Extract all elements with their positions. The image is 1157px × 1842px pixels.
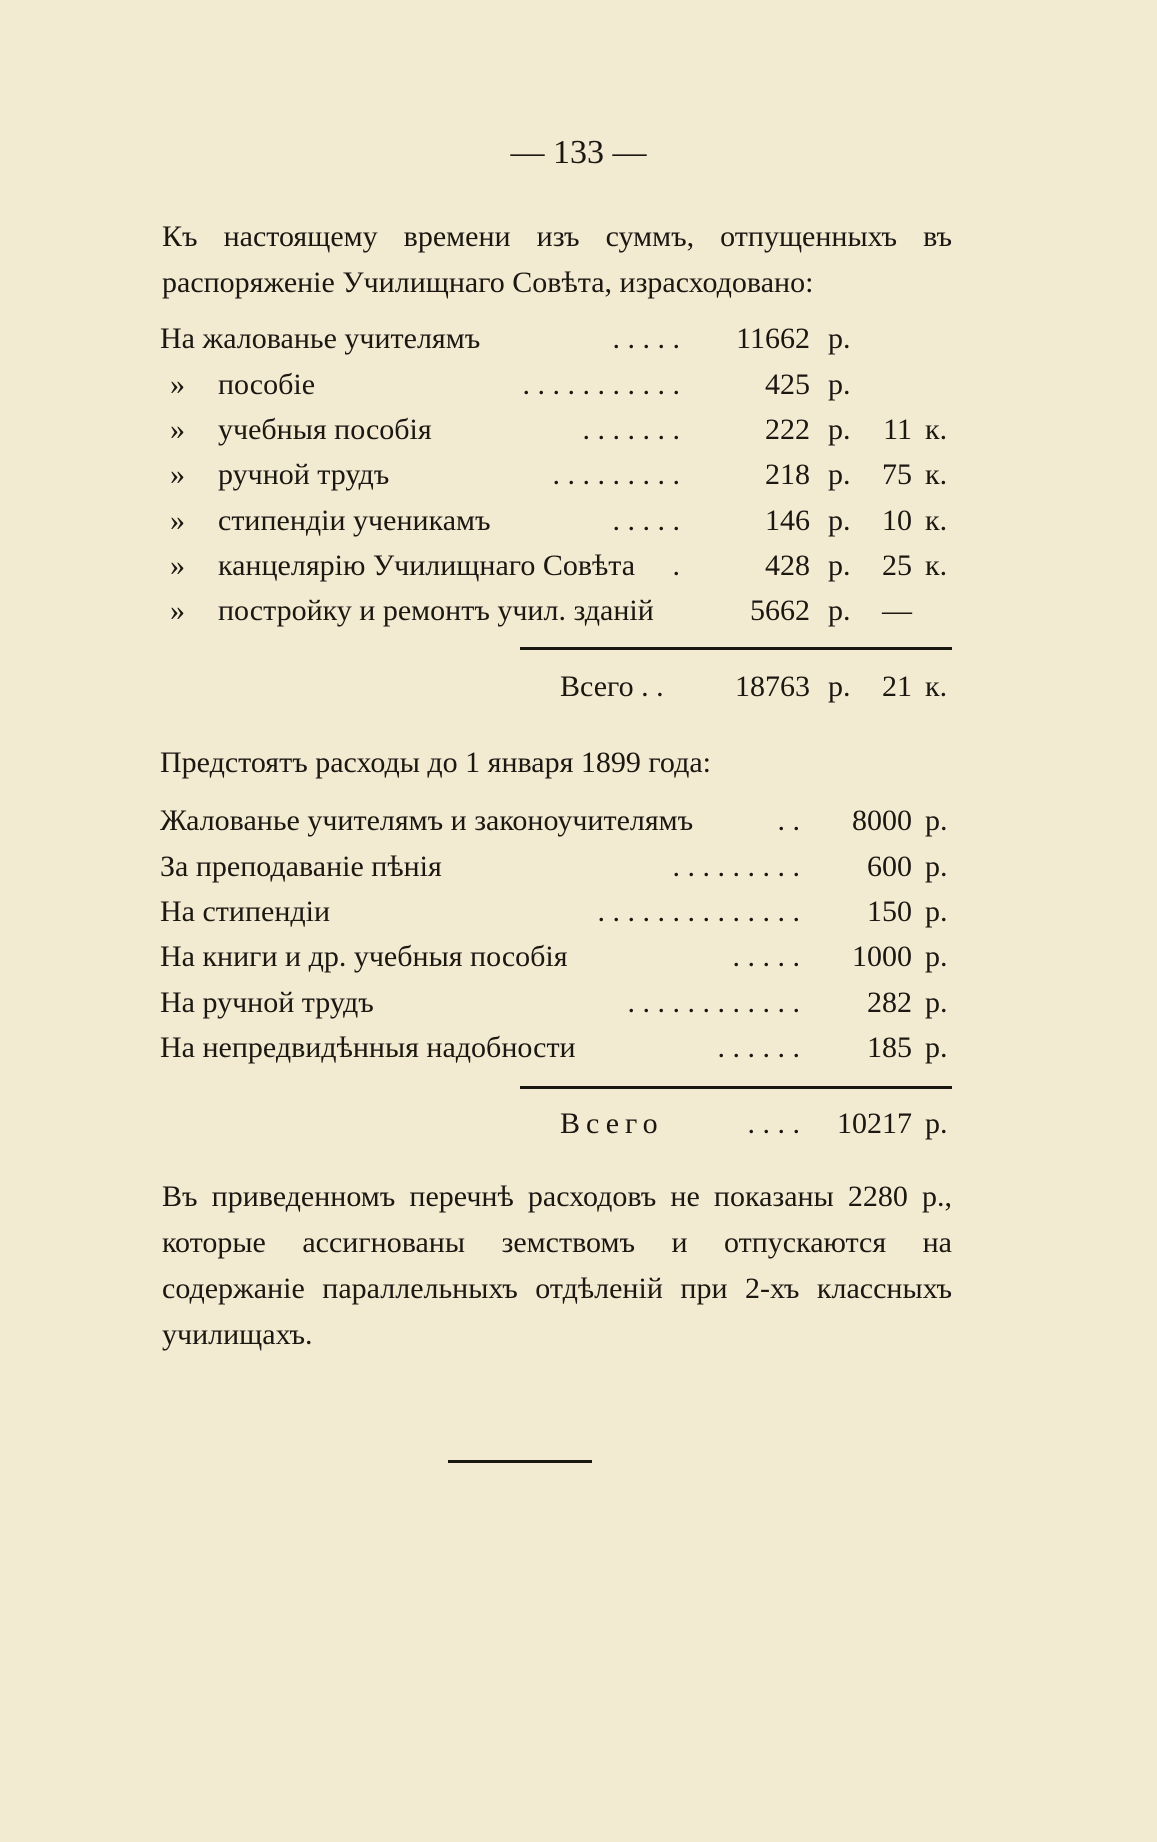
- spent-rub: р.: [828, 504, 851, 537]
- spent-rub: р.: [828, 549, 851, 582]
- spent-dots: . . . . . . . . . . .: [522, 368, 680, 401]
- upcoming-rub: р.: [925, 804, 948, 837]
- spent-kop-unit: к.: [925, 413, 948, 446]
- spent-dots: . . . . .: [612, 322, 680, 355]
- spent-label: На жалованье учителямъ: [160, 322, 481, 355]
- upcoming-amount: 150: [867, 895, 912, 928]
- upcoming-label: На книги и др. учебныя пособія: [160, 940, 568, 973]
- spent-row: [0, 452, 1157, 498]
- upcoming-dots: . . . . . . . . . . . . . .: [597, 895, 800, 928]
- spent-amount: 146: [765, 504, 810, 537]
- upcoming-row: [0, 798, 1157, 844]
- upcoming-total-amount: 10217: [837, 1107, 912, 1140]
- intro-paragraph: [92, 214, 952, 306]
- spent-total-row: [0, 664, 1157, 710]
- total-rule: [520, 1086, 952, 1089]
- upcoming-dots: . . . . .: [732, 940, 800, 973]
- upcoming-heading: Предстоятъ расходы до 1 января 1899 года:: [160, 746, 711, 779]
- spent-row: [0, 588, 1157, 634]
- spent-kop-unit: к.: [925, 458, 948, 491]
- total-rule: [520, 647, 952, 650]
- spent-label: ручной трудъ: [218, 458, 390, 491]
- ditto-mark: »: [170, 368, 185, 401]
- end-rule: [448, 1460, 592, 1463]
- spent-label: канцелярію Училищнаго Совѣта: [218, 549, 636, 582]
- upcoming-label: На ручной трудъ: [160, 986, 374, 1019]
- spent-row: [0, 407, 1157, 453]
- upcoming-row: [0, 980, 1157, 1026]
- upcoming-dots: . . . . . . . . .: [672, 850, 800, 883]
- upcoming-rub: р.: [925, 895, 948, 928]
- spent-amount: 222: [765, 413, 810, 446]
- spent-kop: —: [882, 594, 912, 627]
- spent-kop: 10: [882, 504, 912, 537]
- upcoming-row: [0, 844, 1157, 890]
- upcoming-rub: р.: [925, 940, 948, 973]
- spent-rub: р.: [828, 594, 851, 627]
- upcoming-row: [0, 889, 1157, 935]
- spent-rub: р.: [828, 413, 851, 446]
- ditto-mark: »: [170, 549, 185, 582]
- spent-total-rub: р.: [828, 670, 851, 703]
- page-number: — 133 —: [510, 134, 647, 171]
- closing-paragraph: [92, 1174, 952, 1358]
- spent-rub: р.: [828, 458, 851, 491]
- upcoming-amount: 185: [867, 1031, 912, 1064]
- spent-label: стипендіи ученикамъ: [218, 504, 491, 537]
- upcoming-amount: 1000: [852, 940, 912, 973]
- spent-label: учебныя пособія: [218, 413, 432, 446]
- upcoming-rub: р.: [925, 1031, 948, 1064]
- upcoming-total-label: Всего: [560, 1107, 664, 1140]
- spent-total-kop: 21: [882, 670, 912, 703]
- ditto-mark: »: [170, 413, 185, 446]
- upcoming-rub: р.: [925, 850, 948, 883]
- upcoming-label: На стипендіи: [160, 895, 331, 928]
- spent-rub: р.: [828, 322, 851, 355]
- upcoming-label: За преподаваніе пѣнія: [160, 850, 442, 883]
- spent-amount: 11662: [736, 322, 810, 355]
- spent-total-amount: 18763: [735, 670, 810, 703]
- spent-amount: 428: [765, 549, 810, 582]
- upcoming-label: Жалованье учителямъ и законоучителямъ: [160, 804, 694, 837]
- spent-kop: 25: [882, 549, 912, 582]
- spent-label: постройку и ремонтъ учил. зданій: [218, 594, 654, 627]
- spent-total-label: Всего . .: [560, 670, 664, 703]
- spent-amount: 425: [765, 368, 810, 401]
- spent-row: [0, 316, 1157, 362]
- spent-dots: . . . . . . .: [582, 413, 680, 446]
- spent-kop: 75: [882, 458, 912, 491]
- upcoming-dots: . . . . . .: [717, 1031, 800, 1064]
- upcoming-amount: 282: [867, 986, 912, 1019]
- spent-amount: 5662: [750, 594, 810, 627]
- closing-text: Въ приведенномъ перечнѣ расходовъ не показаны 2280 р., которые ассигнованы земствомъ и отпускаются на содержаніе параллельныхъ отдѣленій при 2-хъ классныхъ училищахъ.: [162, 1180, 952, 1351]
- spent-row: [0, 543, 1157, 589]
- intro-text: Къ настоящему времени изъ суммъ, отпущенныхъ въ распоряженіе Училищнаго Совѣта, израсходовано:: [162, 220, 952, 299]
- upcoming-amount: 8000: [852, 804, 912, 837]
- spent-rub: р.: [828, 368, 851, 401]
- upcoming-total-dots: . . . .: [747, 1107, 800, 1140]
- upcoming-total-rub: р.: [925, 1107, 948, 1140]
- upcoming-rub: р.: [925, 986, 948, 1019]
- upcoming-row: [0, 934, 1157, 980]
- spent-dots: . . . . . . . . .: [552, 458, 680, 491]
- spent-row: [0, 498, 1157, 544]
- upcoming-dots: . . . . . . . . . . . .: [627, 986, 800, 1019]
- spent-dots: . . . . .: [612, 504, 680, 537]
- spent-row: [0, 362, 1157, 408]
- spent-kop: 11: [883, 413, 912, 446]
- upcoming-amount: 600: [867, 850, 912, 883]
- spent-amount: 218: [765, 458, 810, 491]
- ditto-mark: »: [170, 458, 185, 491]
- upcoming-row: [0, 1025, 1157, 1071]
- spent-total-kop-unit: к.: [925, 670, 948, 703]
- upcoming-dots: . .: [777, 804, 800, 837]
- upcoming-label: На непредвидѣнныя надобности: [160, 1031, 576, 1064]
- upcoming-total-row: [0, 1101, 1157, 1147]
- spent-label: пособіе: [218, 368, 316, 401]
- spent-kop-unit: к.: [925, 549, 948, 582]
- ditto-mark: »: [170, 504, 185, 537]
- spent-kop-unit: к.: [925, 504, 948, 537]
- spent-dots: .: [672, 549, 680, 582]
- ditto-mark: »: [170, 594, 185, 627]
